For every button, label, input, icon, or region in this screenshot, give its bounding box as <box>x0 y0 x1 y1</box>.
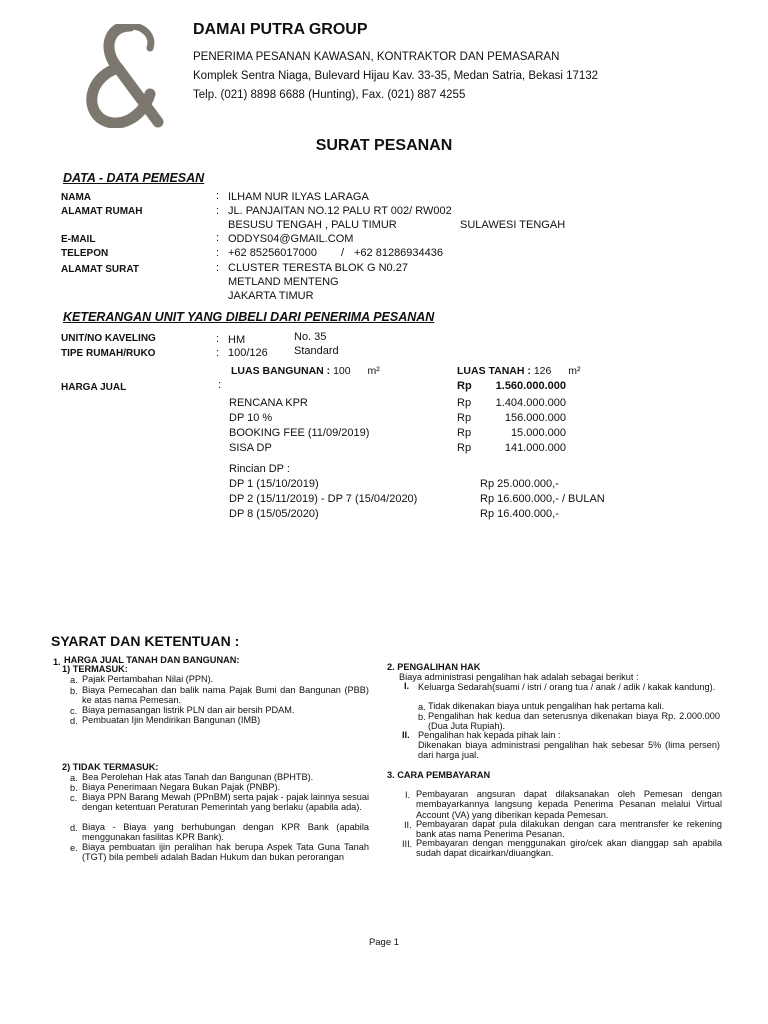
telepon-1: +62 85256017000 <box>228 247 318 259</box>
section-1-number: 1. <box>53 657 61 667</box>
breakdown-label: DP 10 % <box>229 412 273 424</box>
termasuk-item: Biaya pemasangan listrik PLN dan air bersih PDAM. <box>82 705 295 715</box>
item-marker: b. <box>70 783 78 793</box>
alamat-province: SULAWESI TENGAH <box>460 219 566 231</box>
kaveling-number: No. 35 <box>294 331 327 343</box>
section-1-title: HARGA JUAL TANAH DAN BANGUNAN: <box>64 655 240 665</box>
item-marker: b. <box>70 686 78 696</box>
buyer-section-heading: DATA - DATA PEMESAN <box>63 171 205 185</box>
nama-value: ILHAM NUR ILYAS LARAGA <box>228 191 369 203</box>
kaveling-type: HM <box>228 334 246 346</box>
termasuk-item: Pajak Pertambahan Nilai (PPN). <box>82 674 214 684</box>
termasuk-title: 1) TERMASUK: <box>62 664 128 674</box>
item-marker: II. <box>402 730 410 740</box>
colon: : <box>216 205 220 217</box>
alamat-rumah-label: ALAMAT RUMAH <box>61 206 143 217</box>
item-marker: I. <box>404 681 410 691</box>
breakdown-value: 15.000.000 <box>510 427 566 439</box>
colon: : <box>216 247 220 259</box>
pengalihan-keluarga: Keluarga Sedarah(suami / istri / orang tua / anak / adik / kakak kandung). <box>418 682 716 692</box>
header-line-1: PENERIMA PESANAN KAWASAN, KONTRAKTOR DAN PEMASARAN <box>193 51 560 63</box>
item-marker: a. <box>70 773 78 783</box>
telepon-2: +62 81286934436 <box>354 247 444 259</box>
colon: : <box>216 347 220 359</box>
harga-jual-label: HARGA JUAL <box>61 382 127 393</box>
email-value: ODDYS04@GMAIL.COM <box>228 233 354 245</box>
rincian-label: DP 1 (15/10/2019) <box>229 478 319 490</box>
breakdown-value: 141.000.000 <box>504 442 566 454</box>
harga-value: 1.560.000.000 <box>495 380 566 392</box>
pengalihan-biaya: Dikenakan biaya administrasi pengalihan hak sebesar 5% (lima persen) dari harga jual. <box>418 740 720 761</box>
harga-currency: Rp <box>457 380 472 392</box>
colon: : <box>216 232 220 244</box>
surat-line-1: CLUSTER TERESTA BLOK G N0.27 <box>228 262 408 274</box>
item-marker: c. <box>70 793 78 803</box>
item-marker: c. <box>70 706 78 716</box>
tidak-termasuk-item: Biaya Penerimaan Negara Bukan Pajak (PNBP). <box>82 782 281 792</box>
tidak-termasuk-item: Biaya - Biaya yang berhubungan dengan KPR Bank (apabila menggunakan fasilitas KPR Bank). <box>82 822 369 843</box>
tidak-termasuk-item: Biaya pembuatan ijin peralihan hak berupa Aspek Tata Guna Tanah (TGT) bila pembeli adalah Badan Hukum dan bukan perorangan <box>82 842 369 863</box>
termasuk-item: Pembuatan Ijin Mendirikan Bangunan (IMB) <box>82 715 261 725</box>
item-marker: d. <box>70 716 78 726</box>
rincian-heading: Rincian DP : <box>229 463 290 475</box>
luas-bangunan-unit: m² <box>367 365 380 377</box>
pembayaran-item: Pembayaran dengan menggunakan giro/cek akan dianggap sah apabila sudah dapat dicairkan/diuangkan. <box>416 838 722 859</box>
breakdown-currency: Rp <box>457 412 472 424</box>
breakdown-label: BOOKING FEE (11/09/2019) <box>229 427 370 439</box>
telepon-label: TELEPON <box>61 248 109 259</box>
breakdown-currency: Rp <box>457 442 472 454</box>
pengalihan-pertama: Tidak dikenakan biaya untuk pengalihan hak pertama kali. <box>428 701 665 711</box>
colon: : <box>216 262 220 274</box>
pembayaran-item: Pembayaran angsuran dapat dilaksanakan oleh Pemesan dengan membayarkannya langsung kepada Penerima Pesanan melalui Virtual Account (VA) yang diberikan kepada Pemesan. <box>416 789 722 820</box>
item-marker: I. <box>405 790 411 800</box>
company-logo <box>78 24 174 128</box>
page-number: Page 1 <box>368 937 400 948</box>
alamat-surat-label: ALAMAT SURAT <box>61 264 139 275</box>
breakdown-currency: Rp <box>457 427 472 439</box>
rincian-label: DP 8 (15/05/2020) <box>229 508 319 520</box>
surat-line-2: METLAND MENTENG <box>228 276 339 288</box>
luas-tanah <box>457 365 581 377</box>
telepon-separator: / <box>341 247 345 259</box>
pengalihan-intro: Biaya administrasi pengalihan hak adalah sebagai berikut : <box>399 672 639 682</box>
rincian-value: Rp 16.600.000,- / BULAN <box>480 493 605 505</box>
header-phone: Telp. (021) 8898 6688 (Hunting), Fax. (021) 887 4255 <box>193 89 466 101</box>
colon: : <box>216 333 220 345</box>
rincian-value: Rp 16.400.000,- <box>480 508 559 520</box>
breakdown-value: 1.404.000.000 <box>495 397 566 409</box>
alamat-line-1: JL. PANJAITAN NO.12 PALU RT 002/ RW002 <box>228 205 452 217</box>
pengalihan-kedua: Pengalihan hak kedua dan seterusnya dikenakan biaya Rp. 2.000.000 (Dua Juta Rupiah). <box>428 711 720 732</box>
tidak-termasuk-item: Bea Perolehan Hak atas Tanah dan Bangunan (BPHTB). <box>82 772 314 782</box>
luas-tanah-value: 126 <box>533 365 552 377</box>
luas-tanah-unit: m² <box>568 365 581 377</box>
tipe-label: TIPE RUMAH/RUKO <box>61 348 156 359</box>
termasuk-item: Biaya Pemecahan dan balik nama Pajak Bumi dan Bangunan (PBB) ke atas nama Pemesan. <box>82 685 369 706</box>
item-marker: e. <box>70 843 78 853</box>
email-label: E-MAIL <box>61 234 96 245</box>
rincian-label: DP 2 (15/11/2019) - DP 7 (15/04/2020) <box>229 493 418 505</box>
alamat-line-2: BESUSU TENGAH , PALU TIMUR <box>228 219 397 231</box>
breakdown-value: 156.000.000 <box>504 412 566 424</box>
colon: : <box>216 190 220 202</box>
luas-bangunan-label: LUAS BANGUNAN : <box>231 365 331 377</box>
tidak-termasuk-item: Biaya PPN Barang Mewah (PPnBM) serta pajak - pajak lainnya sesuai dengan ketentuan Peraturan Pemerintah yang berlaku (apabila ada). <box>82 792 369 813</box>
surat-line-3: JAKARTA TIMUR <box>228 290 314 302</box>
item-marker: d. <box>70 823 78 833</box>
header-address: Komplek Sentra Niaga, Bulevard Hijau Kav. 33-35, Medan Satria, Bekasi 17132 <box>193 70 599 82</box>
breakdown-label: SISA DP <box>229 442 272 454</box>
breakdown-label: RENCANA KPR <box>229 397 308 409</box>
breakdown-currency: Rp <box>457 397 472 409</box>
item-marker: III. <box>402 839 413 849</box>
item-marker: b. <box>418 712 426 722</box>
tipe-standard: Standard <box>294 345 339 357</box>
item-marker: a. <box>70 675 78 685</box>
rincian-value: Rp 25.000.000,- <box>480 478 559 490</box>
section-3-title: 3. CARA PEMBAYARAN <box>387 770 491 780</box>
luas-tanah-label: LUAS TANAH : <box>457 365 531 377</box>
tipe-value: 100/126 <box>228 347 268 359</box>
company-name: DAMAI PUTRA GROUP <box>193 21 368 38</box>
luas-bangunan-value: 100 <box>333 365 351 377</box>
unit-section-heading: KETERANGAN UNIT YANG DIBELI DARI PENERIMA PESANAN <box>63 310 435 324</box>
item-marker: II. <box>404 820 412 830</box>
terms-heading: SYARAT DAN KETENTUAN : <box>51 633 240 649</box>
nama-label: NAMA <box>61 192 91 203</box>
luas-bangunan <box>231 365 380 377</box>
colon: : <box>218 379 222 391</box>
document-title: SURAT PESANAN <box>315 137 453 154</box>
pembayaran-item: Pembayaran dapat pula dilakukan dengan cara mentransfer ke rekening bank atas nama Penerima Pesanan. <box>416 819 722 840</box>
item-marker: a. <box>418 702 426 712</box>
section-2-title: 2. PENGALIHAN HAK <box>387 662 481 672</box>
tidak-termasuk-title: 2) TIDAK TERMASUK: <box>62 762 159 772</box>
kaveling-label: UNIT/NO KAVELING <box>61 333 156 344</box>
pengalihan-pihak-lain: Pengalihan hak kepada pihak lain : <box>418 730 561 740</box>
